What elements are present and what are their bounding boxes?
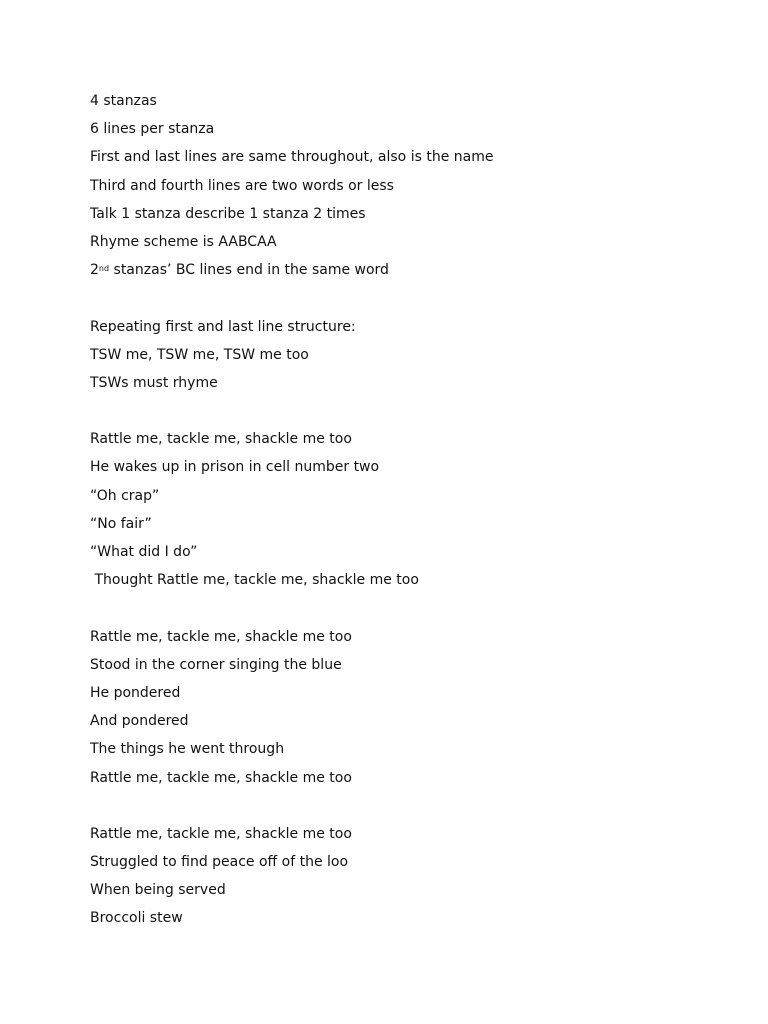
stanza-line: Broccoli stew: [90, 910, 183, 927]
rules-list: [90, 91, 710, 288]
stanza-line: When being served: [90, 882, 226, 899]
stanza-line: And pondered: [90, 713, 189, 730]
ordinal-number: 2: [90, 262, 99, 279]
stanza-line: He pondered: [90, 684, 181, 701]
rule-stanza-count: 4 stanzas: [90, 93, 157, 109]
ordinal-suffix: nd: [98, 264, 110, 274]
stanza-line: He wakes up in prison in cell number two: [90, 459, 380, 476]
rule-second-stanzas: [90, 260, 710, 288]
stanza-line: Thought Rattle me, tackle me, shackle me too: [90, 572, 419, 589]
stanza-line: “No fair”: [90, 515, 152, 532]
rule-third-fourth-lines: Third and fourth lines are two words or less: [90, 177, 394, 194]
stanza-line: Struggled to find peace off of the loo: [90, 854, 349, 871]
stanza-2: [90, 627, 710, 796]
document-body: [90, 91, 710, 937]
blank-line: [90, 598, 710, 626]
stanza-line: Rattle me, tackle me, shackle me too: [90, 769, 352, 786]
stanza-line: Rattle me, tackle me, shackle me too: [90, 431, 352, 448]
structure-note: TSWs must rhyme: [90, 374, 218, 391]
blank-line: [90, 288, 710, 316]
stanza-line: “What did I do”: [90, 544, 198, 560]
rule-second-stanzas-text: stanzas’ BC lines end in the same word: [109, 262, 389, 279]
rule-first-last-lines: First and last lines are same throughout, also is the name: [90, 149, 494, 166]
stanza-line: Rattle me, tackle me, shackle me too: [90, 628, 352, 645]
structure-notes: [90, 317, 710, 402]
rule-lines-per-stanza: 6 lines per stanza: [90, 121, 215, 138]
blank-line: [90, 401, 710, 429]
rule-talk-describe: Talk 1 stanza describe 1 stanza 2 times: [90, 205, 366, 222]
stanza-3: [90, 824, 710, 937]
structure-heading: Repeating first and last line structure:: [90, 318, 356, 335]
stanza-line: “Oh crap”: [90, 487, 160, 504]
blank-line: [90, 796, 710, 824]
stanza-line: Rattle me, tackle me, shackle me too: [90, 825, 352, 842]
stanza-line: Stood in the corner singing the blue: [90, 656, 342, 673]
structure-pattern: TSW me, TSW me, TSW me too: [90, 346, 309, 363]
stanza-line: The things he went through: [90, 741, 285, 758]
rule-rhyme-scheme: Rhyme scheme is AABCAA: [90, 233, 277, 250]
stanza-1: [90, 429, 710, 598]
